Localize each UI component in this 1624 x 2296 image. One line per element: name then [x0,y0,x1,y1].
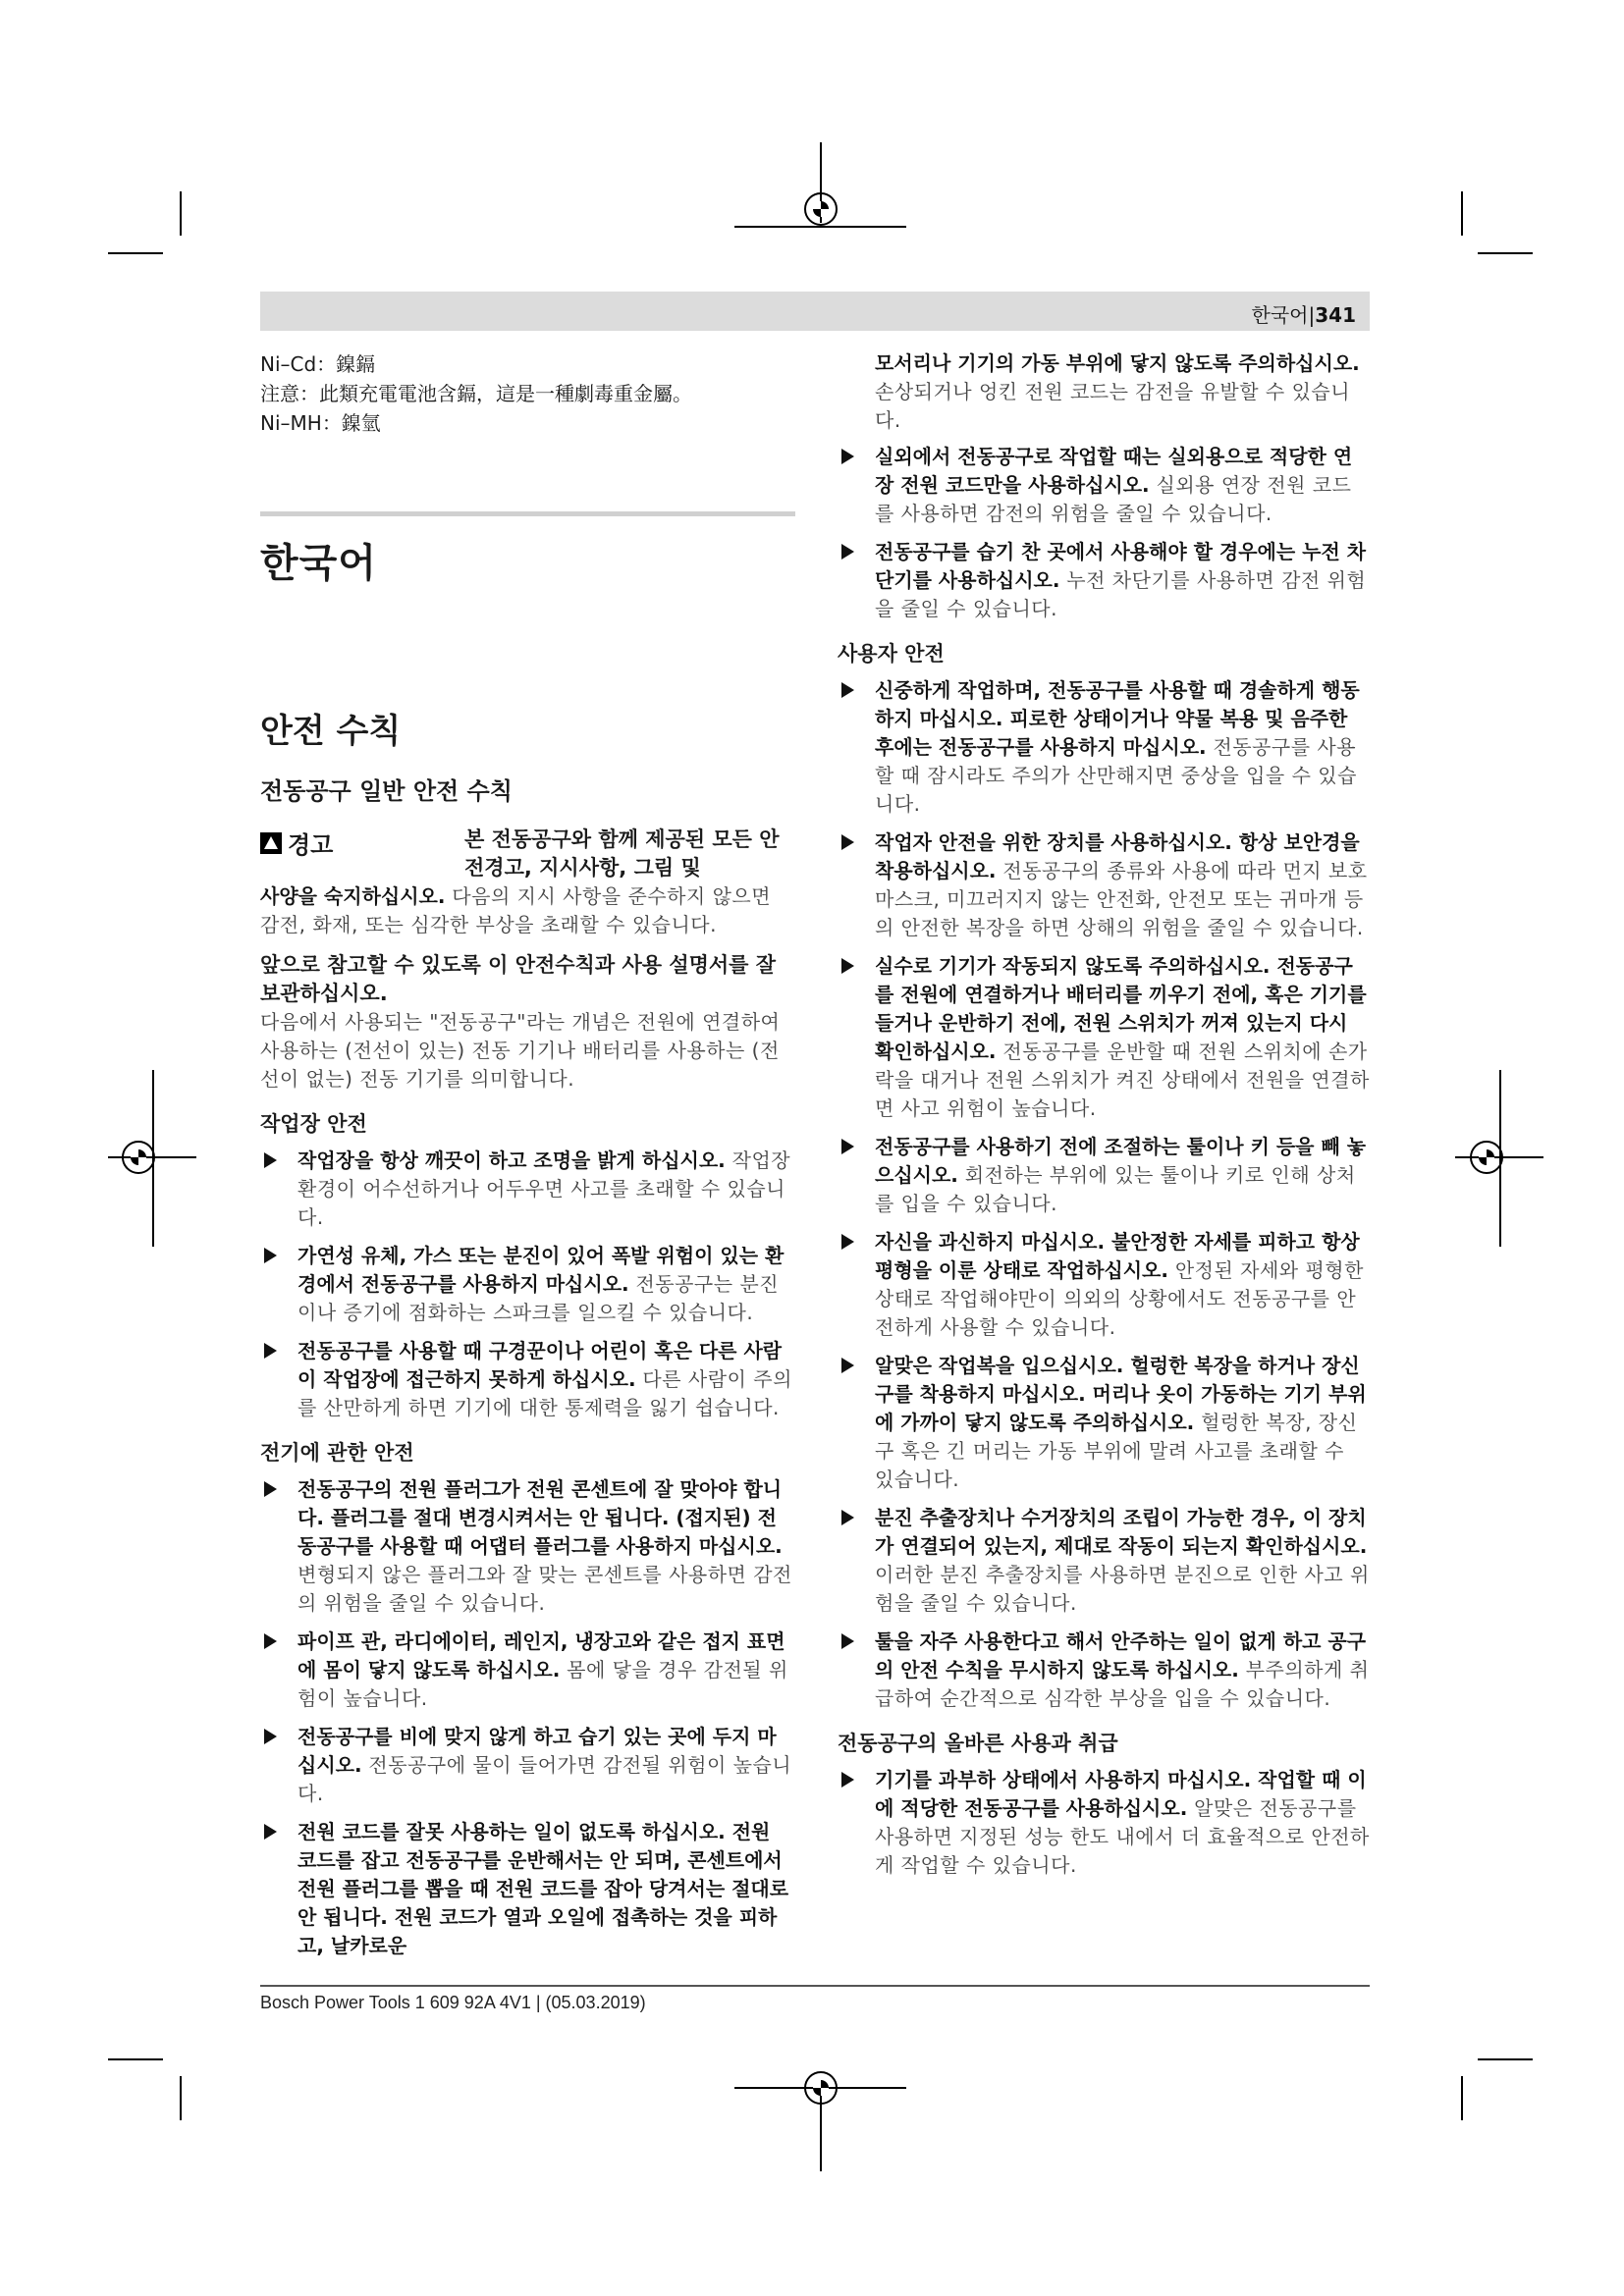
title-rule [260,511,795,516]
bullet-triangle-icon [264,1633,277,1649]
bullet-triangle-icon [264,1152,277,1168]
header-separator: | [1308,303,1316,327]
list-item [838,1228,1370,1342]
page-number: 341 [1315,303,1356,327]
bullet-triangle-icon [264,1343,277,1359]
warning-label [260,826,333,860]
crop-mark [1478,252,1533,254]
warning-bold: 사양을 숙지하십시오. [260,884,446,908]
item-bold: 신중하게 작업하며, 전동공구를 사용할 때 경솔하게 행동하지 마십시오. 피로한 상태이거나 약물 복용 및 음주한 후에는 전동공구를 사용하지 마십시오. [875,678,1360,759]
crop-mark [108,2058,163,2060]
item-bold: 작업자 안전을 위한 장치를 사용하십시오. 항상 보안경을 착용하십시오. [875,830,1360,882]
language-title: 한국어 [260,541,377,586]
item-bold: 전동공구의 전원 플러그가 전원 콘센트에 잘 맞아야 합니다. 플러그를 절대 변경시켜서는 안 됩니다. (접지된) 전동공구를 사용할 때 어댑터 플러그를 사용하지 마십시오. [298,1477,783,1558]
crop-mark [180,191,182,236]
item-text: 몸에 닿을 경우 감전될 위험이 높습니다. [298,1658,788,1710]
item-bold: 작업장을 항상 깨끗이 하고 조명을 밝게 하십시오. [298,1148,726,1172]
bullet-triangle-icon [841,449,854,464]
item-text: 누전 차단기를 사용하면 감전 위험을 줄일 수 있습니다. [875,568,1367,620]
crop-mark [734,226,906,228]
chinese-note-nicd: Ni–Cd：鎳鎘 [260,352,376,376]
item-text: 전동공구의 종류와 사용에 따라 먼지 보호 마스크, 미끄러지지 않는 안전화, 안전모 또는 귀마개 등의 안전한 복장을 하면 상해의 위험을 줄일 수 있습니다. [875,859,1368,939]
personal-safety-title: 사용자 안전 [838,642,945,666]
registration-mark-icon [804,2071,838,2105]
item-bold: 자신을 과신하지 마십시오. 불안정한 자세를 피하고 항상 평형을 이룬 상태로 작업하십시오. [875,1230,1360,1282]
bullet-triangle-icon [264,1729,277,1744]
item-text: 부주의하게 취급하여 순간적으로 심각한 부상을 입을 수 있습니다. [875,1658,1370,1710]
item-text: 작업장 환경이 어수선하거나 어두우면 사고를 초래할 수 있습니다. [298,1148,791,1229]
bullet-triangle-icon [841,1234,854,1250]
bullet-triangle-icon [841,1633,854,1649]
list-item [260,1628,795,1713]
list-item [838,1766,1370,1880]
list-item [838,1628,1370,1713]
list-item [260,1723,795,1808]
crop-mark [1461,2076,1463,2120]
item-bold: 모서리나 기기의 가동 부위에 닿지 않도록 주의하십시오. [875,351,1360,375]
section-title: 안전 수칙 [260,712,402,751]
item-text: 안정된 자세와 평형한 상태로 작업해야만이 의외의 상황에서도 전동공구를 안전하게 사용할 수 있습니다. [875,1258,1364,1339]
item-text: 변형되지 않은 플러그와 잘 맞는 콘센트를 사용하면 감전의 위험을 줄일 수 있습니다. [298,1563,792,1615]
definition-text: 다음에서 사용되는 "전동공구"라는 개념은 전원에 연결하여 사용하는 (전선이 있는) 전동 기기나 배터리를 사용하는 (전선이 없는) 전동 기기를 의미합니다. [260,1010,781,1091]
list-item [838,1133,1370,1218]
warning-headline: 본 전동공구와 함께 제공된 모든 안전경고, 지시사항, 그림 및 [464,828,780,880]
work-area-title: 작업장 안전 [260,1112,367,1136]
registration-mark-icon [122,1141,155,1174]
chinese-note-nimh: Ni–MH：鎳氫 [260,411,381,435]
item-bold: 전동공구를 비에 맞지 않게 하고 습기 있는 곳에 두지 마십시오. [298,1725,777,1777]
page-header [260,292,1370,331]
list-item [838,952,1370,1123]
bullet-triangle-icon [841,958,854,974]
item-bold: 알맞은 작업복을 입으십시오. 헐렁한 복장을 하거나 장신구를 착용하지 마십시오. 머리나 옷이 가동하는 기기 부위에 가까이 닿지 않도록 주의하십시오. [875,1354,1367,1434]
bullet-triangle-icon [841,834,854,850]
registration-mark-icon [1470,1141,1503,1174]
list-item [838,538,1370,623]
proper-use-title: 전동공구의 올바른 사용과 취급 [838,1732,1118,1755]
item-bold: 기기를 과부하 상태에서 사용하지 마십시오. 작업할 때 이에 적당한 전동공구를 사용하십시오. [875,1768,1367,1820]
warning-block [260,826,795,939]
list-item [260,1818,795,1960]
item-text: 헐렁한 복장, 장신구 혹은 긴 머리는 가동 부위에 말려 사고를 초래할 수 있습니다. [875,1411,1358,1491]
item-bold: 툴을 자주 사용한다고 해서 안주하는 일이 없게 하고 공구의 안전 수칙을 무시하지 않도록 하십시오. [875,1629,1367,1682]
bullet-triangle-icon [841,1358,854,1373]
personal-safety-list [838,676,1370,1713]
list-item [260,1242,795,1327]
item-bold: 실외에서 전동공구로 작업할 때는 실외용으로 적당한 연장 전원 코드만을 사용하십시오. [875,445,1353,497]
item-text: 전동공구를 운반할 때 전원 스위치에 손가락을 대거나 전원 스위치가 켜진 상태에서 전원을 연결하면 사고 위험이 높습니다. [875,1040,1370,1120]
list-item [838,1352,1370,1494]
page-header-text [1252,299,1356,328]
warning-text [260,882,795,939]
item-text: 손상되거나 엉킨 전원 코드는 감전을 유발할 수 있습니다. [875,380,1351,432]
work-area-list [260,1147,795,1422]
electrical-list-continued [838,443,1370,623]
bullet-triangle-icon [841,544,854,560]
bullet-triangle-icon [264,1248,277,1263]
bullet-triangle-icon [841,1139,854,1154]
keep-instructions: 앞으로 참고할 수 있도록 이 안전수칙과 사용 설명서를 잘 보관하십시오. [260,953,777,1005]
bullet-triangle-icon [841,1510,854,1525]
warning-body: 다음의 지시 사항을 준수하지 않으면 감전, 화재, 또는 심각한 부상을 초래할 수 있습니다. [260,884,772,936]
electrical-safety-title: 전기에 관한 안전 [260,1441,414,1465]
bullet-triangle-icon [264,1481,277,1497]
registration-mark-icon [804,192,838,226]
warning-triangle-icon [260,832,282,854]
bullet-triangle-icon [841,682,854,698]
item-text: 전동공구에 물이 들어가면 감전될 위험이 높습니다. [298,1753,792,1805]
item-bold: 전동공구를 습기 찬 곳에서 사용해야 할 경우에는 누전 차단기를 사용하십시오. [875,540,1367,592]
item-text: 전동공구를 사용할 때 잠시라도 주의가 산만해지면 중상을 입을 수 있습니다. [875,735,1357,816]
item-text: 알맞은 전동공구를 사용하면 지정된 성능 한도 내에서 더 효율적으로 안전하게 작업할 수 있습니다. [875,1796,1370,1877]
electrical-list [260,1475,795,1960]
proper-use-list [838,1766,1370,1880]
footer-rule [260,1985,1370,1987]
crop-mark [108,252,163,254]
footer-text: Bosch Power Tools 1 609 92A 4V1 | (05.03.2019) [260,1993,646,2012]
item-text: 회전하는 부위에 있는 툴이나 키로 인해 상처를 입을 수 있습니다. [875,1163,1356,1215]
item-bold: 분진 추출장치나 수거장치의 조립이 가능한 경우, 이 장치가 연결되어 있는지, 제대로 작동이 되는지 확인하십시오. [875,1506,1368,1558]
list-item [838,676,1370,819]
crop-mark [1478,2058,1533,2060]
bullet-triangle-icon [841,1772,854,1788]
right-column [838,349,1370,1890]
list-item [838,1504,1370,1618]
item-text: 다른 사람이 주의를 산만하게 하면 기기에 대한 통제력을 잃기 쉽습니다. [298,1367,792,1419]
item-text: 전동공구는 분진이나 증기에 점화하는 스파크를 일으킬 수 있습니다. [298,1272,780,1324]
continued-item [838,349,1370,435]
chinese-note-warning: 注意：此類充電電池含鎘，這是一種劇毒重金屬。 [260,382,692,405]
warning-label-text: 경고 [288,831,334,859]
header-language: 한국어 [1251,303,1309,327]
item-bold: 실수로 기기가 작동되지 않도록 주의하십시오. 전동공구를 전원에 연결하거나 배터리를 끼우기 전에, 혹은 기기를 들거나 운반하기 전에, 전원 스위치가 꺼져 있는지 다시 확인하십시오. [875,954,1367,1063]
item-text: 실외용 연장 전원 코드를 사용하면 감전의 위험을 줄일 수 있습니다. [875,473,1352,525]
list-item [838,828,1370,942]
crop-mark [180,2076,182,2120]
general-safety-title: 전동공구 일반 안전 수칙 [260,777,513,805]
list-item [260,1337,795,1422]
item-bold: 전동공구를 사용하기 전에 조절하는 툴이나 키 등을 빼 놓으십시오. [875,1135,1367,1187]
list-item [260,1147,795,1232]
bullet-triangle-icon [264,1824,277,1840]
list-item [838,443,1370,528]
left-column [260,349,795,1970]
item-bold: 파이프 관, 라디에이터, 레인지, 냉장고와 같은 접지 표면에 몸이 닿지 않도록 하십시오. [298,1629,785,1682]
item-bold: 전원 코드를 잘못 사용하는 일이 없도록 하십시오. 전원 코드를 잡고 전동공구를 운반해서는 안 되며, 콘센트에서 전원 플러그를 뽑을 때 전원 코드를 잡아 당겨서는 절대로 안 됩니다. 전원 코드가 열과 오일에 접촉하는 것을 피하고, 날카로운 [298,1820,789,1957]
item-bold: 전동공구를 사용할 때 구경꾼이나 어린이 혹은 다른 사람이 작업장에 접근하지 못하게 하십시오. [298,1339,783,1391]
list-item [260,1475,795,1618]
crop-mark [1461,191,1463,236]
item-text: 이러한 분진 추출장치를 사용하면 분진으로 인한 사고 위험을 줄일 수 있습니다. [875,1563,1370,1615]
item-bold: 가연성 유체, 가스 또는 분진이 있어 폭발 위험이 있는 환경에서 전동공구를 사용하지 마십시오. [298,1244,785,1296]
